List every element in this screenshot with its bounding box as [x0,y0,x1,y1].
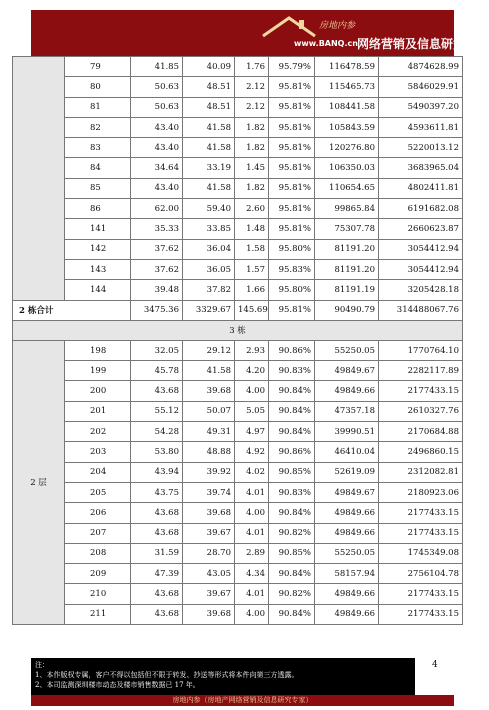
table-row [13,361,463,381]
table-cell: 90.85% [269,543,315,563]
building-section-label: 3 栋 [13,320,463,340]
table-cell: 43.68 [131,523,183,543]
table-row [13,482,463,502]
table-cell: 4874628.99 [379,57,463,77]
table-cell: 1745349.08 [379,543,463,563]
unit-number-cell: 201 [65,401,131,421]
table-cell: 58157.94 [315,564,379,584]
table-cell: 37.62 [131,239,183,259]
table-cell: 1.76 [235,57,269,77]
table-cell: 49849.66 [315,381,379,401]
table-cell: 41.58 [183,117,235,137]
table-cell: 28.70 [183,543,235,563]
unit-number-cell: 204 [65,462,131,482]
table-row [13,219,463,239]
table-cell: 2312082.81 [379,462,463,482]
unit-number-cell: 206 [65,503,131,523]
unit-number-cell: 142 [65,239,131,259]
table-cell: 33.19 [183,158,235,178]
table-cell: 39.74 [183,482,235,502]
table-cell: 120276.80 [315,138,379,158]
brand-url: www.BANQ.cn [294,39,358,48]
table-cell: 2282117.89 [379,361,463,381]
table-cell: 75307.78 [315,219,379,239]
table-cell: 48.88 [183,442,235,462]
table-cell: 95.81% [269,219,315,239]
unit-number-cell: 86 [65,199,131,219]
table-cell: 90.84% [269,604,315,624]
table-cell: 314488067.76 [379,300,463,320]
footer-notes [31,658,415,695]
table-row [13,178,463,198]
table-cell: 90.86% [269,340,315,360]
table-cell: 59.40 [183,199,235,219]
table-cell: 55.12 [131,401,183,421]
table-cell: 4.34 [235,564,269,584]
table-cell: 46410.04 [315,442,379,462]
table-cell: 49849.66 [315,503,379,523]
table-cell: 1770764.10 [379,340,463,360]
table-cell: 4.20 [235,361,269,381]
table-cell: 39990.51 [315,422,379,442]
table-cell: 4.00 [235,381,269,401]
table-cell: 81191.20 [315,259,379,279]
table-cell: 54.28 [131,422,183,442]
table-cell: 106350.03 [315,158,379,178]
table-cell: 95.81% [269,158,315,178]
unit-number-cell: 199 [65,361,131,381]
unit-number-cell: 202 [65,422,131,442]
table-cell: 2.12 [235,97,269,117]
table-cell: 43.68 [131,503,183,523]
table-cell: 52619.09 [315,462,379,482]
table-cell: 31.59 [131,543,183,563]
table-cell: 43.68 [131,604,183,624]
unit-number-cell: 83 [65,138,131,158]
unit-number-cell: 81 [65,97,131,117]
table-row [13,77,463,97]
table-cell: 95.83% [269,259,315,279]
table-cell: 99865.84 [315,199,379,219]
table-cell: 81191.19 [315,280,379,300]
unit-number-cell: 85 [65,178,131,198]
table-row [13,117,463,137]
table-row [13,97,463,117]
unit-number-cell: 207 [65,523,131,543]
table-cell: 34.64 [131,158,183,178]
table-cell: 50.63 [131,77,183,97]
table-cell: 43.68 [131,584,183,604]
table-cell: 43.05 [183,564,235,584]
table-row [13,564,463,584]
table-cell: 90.84% [269,422,315,442]
table-cell: 41.58 [183,178,235,198]
unit-number-cell: 210 [65,584,131,604]
table-cell: 4.00 [235,604,269,624]
table-cell: 95.81% [269,199,315,219]
table-cell: 2 栋合计 [13,300,131,320]
table-row [13,340,463,360]
table-cell: 49849.66 [315,523,379,543]
table-cell: 3683965.04 [379,158,463,178]
unit-number-cell: 203 [65,442,131,462]
house-roof-logo-icon [259,14,319,42]
table-cell: 4.01 [235,482,269,502]
table-cell: 49.31 [183,422,235,442]
table-cell: 1.48 [235,219,269,239]
brand-title: 网络营销及信息研究专家 [357,37,489,51]
table-cell: 95.81% [269,77,315,97]
table-row [13,57,463,77]
table-cell: 45.78 [131,361,183,381]
table-cell: 90.83% [269,361,315,381]
table-cell: 95.79% [269,57,315,77]
table-cell: 90.84% [269,503,315,523]
table-cell: 43.68 [131,381,183,401]
table-row [13,199,463,219]
table-cell: 2.60 [235,199,269,219]
unit-number-cell: 82 [65,117,131,137]
table-cell: 105843.59 [315,117,379,137]
table-cell: 2.89 [235,543,269,563]
floor-cell: 2 层 [13,340,65,624]
floor-cell [13,57,65,301]
table-cell: 4.00 [235,503,269,523]
table-cell: 49849.66 [315,604,379,624]
table-cell: 39.68 [183,604,235,624]
table-cell: 49849.67 [315,361,379,381]
table-cell: 1.66 [235,280,269,300]
table-row [13,239,463,259]
table-cell: 39.67 [183,584,235,604]
table-cell: 2180923.06 [379,482,463,502]
table-cell: 95.81% [269,178,315,198]
unit-number-cell: 84 [65,158,131,178]
table-cell: 3329.67 [183,300,235,320]
table-cell: 2170684.88 [379,422,463,442]
table-cell: 4.92 [235,442,269,462]
table-cell: 110654.65 [315,178,379,198]
table-cell: 53.80 [131,442,183,462]
table-cell: 49849.66 [315,584,379,604]
unit-number-cell: 80 [65,77,131,97]
table-cell: 43.40 [131,117,183,137]
table-cell: 95.81% [269,138,315,158]
sales-table [12,56,463,625]
table-row [13,158,463,178]
table-cell: 2177433.15 [379,604,463,624]
table-row [13,584,463,604]
table-cell: 55250.05 [315,543,379,563]
unit-number-cell: 143 [65,259,131,279]
table-cell: 35.33 [131,219,183,239]
table-cell: 62.00 [131,199,183,219]
table-cell: 90.84% [269,401,315,421]
table-cell: 4802411.81 [379,178,463,198]
table-cell: 43.40 [131,138,183,158]
table-cell: 47.39 [131,564,183,584]
table-cell: 3054412.94 [379,259,463,279]
table-cell: 90.85% [269,462,315,482]
table-cell: 115465.73 [315,77,379,97]
table-cell: 49849.67 [315,482,379,502]
table-row [13,604,463,624]
table-cell: 4.97 [235,422,269,442]
table-row [13,401,463,421]
table-cell: 36.05 [183,259,235,279]
table-cell: 6191682.08 [379,199,463,219]
table-row [13,523,463,543]
note-monitoring: 2、本司监测深圳楼市动态及楼市销售数据已 17 年。 [35,681,200,689]
unit-number-cell: 209 [65,564,131,584]
unit-number-cell: 198 [65,340,131,360]
table-cell: 43.75 [131,482,183,502]
unit-number-cell: 208 [65,543,131,563]
table-cell: 48.51 [183,77,235,97]
table-cell: 2660623.87 [379,219,463,239]
table-cell: 39.48 [131,280,183,300]
table-cell: 90.84% [269,564,315,584]
building-section-row [13,320,463,340]
unit-number-cell: 205 [65,482,131,502]
table-cell: 41.58 [183,361,235,381]
table-cell: 95.81% [269,97,315,117]
table-cell: 5220013.12 [379,138,463,158]
table-cell: 4.01 [235,584,269,604]
table-row [13,543,463,563]
table-row [13,381,463,401]
table-cell: 55250.05 [315,340,379,360]
table-row [13,280,463,300]
table-cell: 2.93 [235,340,269,360]
table-cell: 33.85 [183,219,235,239]
table-cell: 116478.59 [315,57,379,77]
table-cell: 145.69 [235,300,269,320]
table-cell: 39.68 [183,503,235,523]
table-cell: 3205428.18 [379,280,463,300]
table-cell: 95.80% [269,280,315,300]
table-row [13,442,463,462]
table-cell: 2.12 [235,77,269,97]
building-total-row [13,300,463,320]
table-cell: 48.51 [183,97,235,117]
table-cell: 32.05 [131,340,183,360]
table-row [13,503,463,523]
table-cell: 1.82 [235,117,269,137]
table-cell: 39.67 [183,523,235,543]
table-cell: 4593611.81 [379,117,463,137]
table-row [13,422,463,442]
table-cell: 43.40 [131,178,183,198]
table-cell: 95.80% [269,239,315,259]
table-cell: 41.58 [183,138,235,158]
table-row [13,462,463,482]
table-cell: 108441.58 [315,97,379,117]
table-cell: 2177433.15 [379,503,463,523]
unit-number-cell: 79 [65,57,131,77]
table-cell: 41.85 [131,57,183,77]
table-cell: 2177433.15 [379,523,463,543]
table-cell: 2177433.15 [379,381,463,401]
table-cell: 37.82 [183,280,235,300]
table-cell: 1.58 [235,239,269,259]
footer-bar: 房地内参（房地产网络营销及信息研究专家） [31,695,454,706]
table-cell: 2610327.76 [379,401,463,421]
brand-name: 房地内参 [319,21,356,31]
table-cell: 81191.20 [315,239,379,259]
table-cell: 29.12 [183,340,235,360]
table-cell: 4.01 [235,523,269,543]
table-cell: 50.63 [131,97,183,117]
table-cell: 47357.18 [315,401,379,421]
table-cell: 95.81% [269,117,315,137]
table-row [13,138,463,158]
table-cell: 37.62 [131,259,183,279]
table-cell: 2496860.15 [379,442,463,462]
table-cell: 36.04 [183,239,235,259]
table-cell: 90.83% [269,482,315,502]
table-cell: 40.09 [183,57,235,77]
table-cell: 5846029.91 [379,77,463,97]
unit-number-cell: 211 [65,604,131,624]
table-cell: 90.82% [269,584,315,604]
table-cell: 5.05 [235,401,269,421]
table-cell: 3475.36 [131,300,183,320]
table-cell: 90490.79 [315,300,379,320]
table-cell: 5490397.20 [379,97,463,117]
note-label: 注： [35,661,49,669]
unit-number-cell: 141 [65,219,131,239]
page-header [31,10,489,56]
table-cell: 50.07 [183,401,235,421]
table-cell: 95.81% [269,300,315,320]
table-cell: 2177433.15 [379,584,463,604]
table-cell: 39.68 [183,381,235,401]
table-cell: 1.82 [235,178,269,198]
table-cell: 2756104.78 [379,564,463,584]
table-cell: 1.57 [235,259,269,279]
unit-number-cell: 144 [65,280,131,300]
table-cell: 3054412.94 [379,239,463,259]
table-cell: 1.82 [235,138,269,158]
table-cell: 1.45 [235,158,269,178]
table-cell: 90.86% [269,442,315,462]
table-cell: 39.92 [183,462,235,482]
page-number: 4 [432,660,438,670]
table-cell: 4.02 [235,462,269,482]
note-copyright: 1、本作版权专属，客户不得以包括但不限于转发、抄送等形式将本件向第三方透露。 [35,671,299,679]
table-cell: 90.82% [269,523,315,543]
table-cell: 43.94 [131,462,183,482]
table-row [13,259,463,279]
unit-number-cell: 200 [65,381,131,401]
table-cell: 90.84% [269,381,315,401]
